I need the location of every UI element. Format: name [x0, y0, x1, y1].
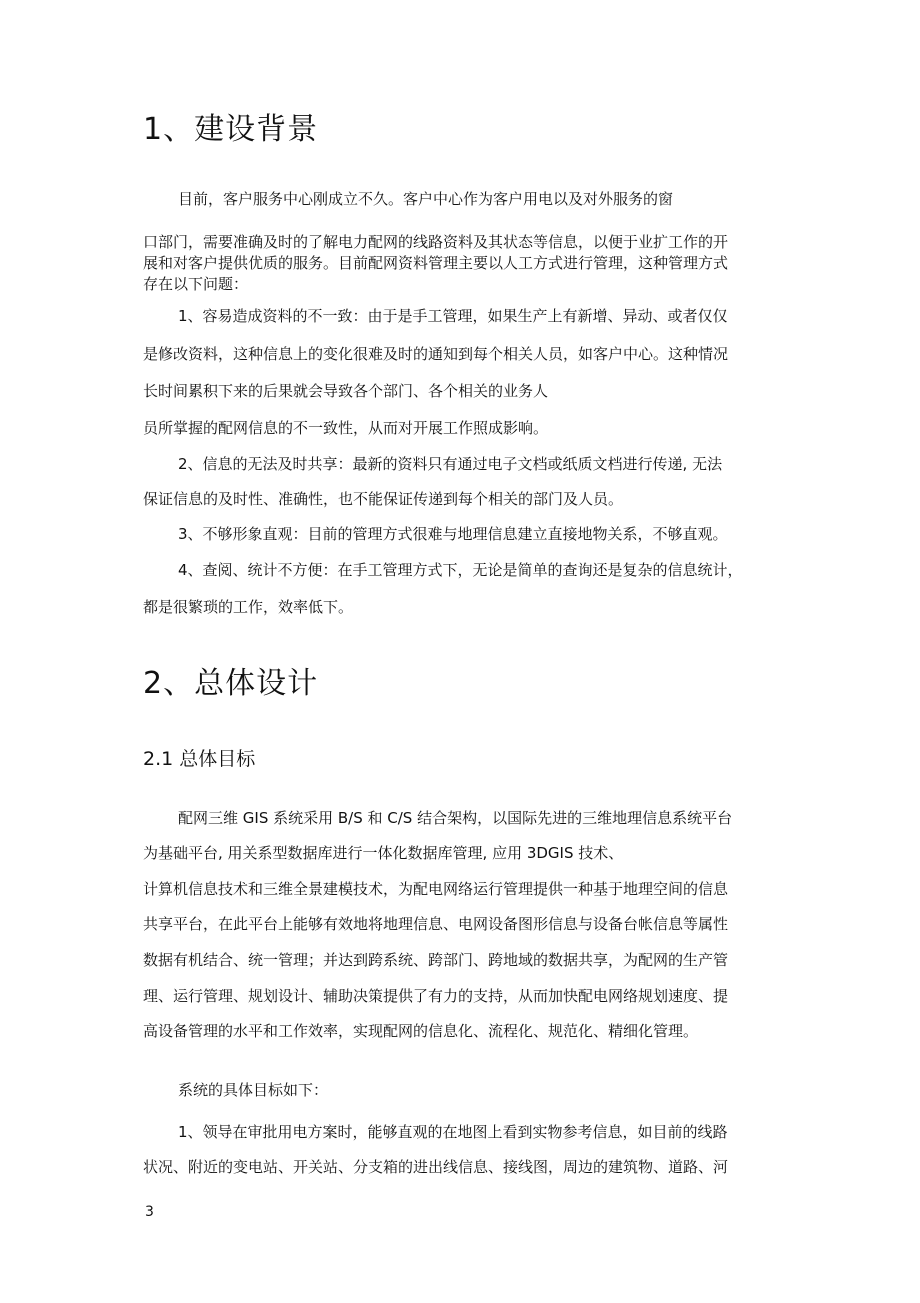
paragraph-line: 长时间累积下来的后果就会导致各个部门、各个相关的业务人	[143, 382, 549, 400]
paragraph-line: 数据有机结合、统一管理；并达到跨系统、跨部门、跨地域的数据共享，为配网的生产管	[143, 951, 729, 969]
section-2-heading: 2、总体设计	[143, 666, 319, 701]
paragraph-line: 为基础平台, 用关系型数据库进行一体化数据库管理, 应用 3DGIS 技术、	[143, 844, 624, 862]
section-1-heading: 1、建设背景	[143, 112, 319, 147]
paragraph-line: 展和对客户提供优质的服务。目前配网资料管理主要以人工方式进行管理，这种管理方式	[143, 254, 729, 272]
paragraph-line: 理、运行管理、规划设计、辅助决策提供了有力的支持，从而加快配电网络规划速度、提	[143, 987, 729, 1005]
paragraph-line: 共享平台，在此平台上能够有效地将地理信息、电网设备图形信息与设备台帐信息等属性	[143, 915, 729, 933]
paragraph-line: 3、不够形象直观：目前的管理方式很难与地理信息建立直接地物关系，不够直观。	[178, 525, 728, 543]
paragraph-line: 系统的具体目标如下：	[178, 1081, 329, 1099]
paragraph-line: 保证信息的及时性、准确性，也不能保证传递到每个相关的部门及人员。	[143, 490, 624, 508]
paragraph-line: 配网三维 GIS 系统采用 B/S 和 C/S 结合架构，以国际先进的三维地理信息系统平台	[178, 809, 733, 827]
paragraph-line: 目前，客户服务中心刚成立不久。客户中心作为客户用电以及对外服务的窗	[178, 190, 674, 208]
paragraph-line: 1、领导在审批用电方案时，能够直观的在地图上看到实物参考信息，如目前的线路	[178, 1123, 728, 1141]
paragraph-line: 员所掌握的配网信息的不一致性，从而对开展工作照成影响。	[143, 419, 549, 437]
subsection-heading: 2.1 总体目标	[143, 748, 256, 770]
paragraph-line: 4、查阅、统计不方便：在手工管理方式下，无论是简单的查询还是复杂的信息统计，	[178, 561, 743, 579]
paragraph-line: 存在以下问题：	[143, 275, 249, 293]
page-number: 3	[145, 1204, 154, 1220]
paragraph-line: 状况、附近的变电站、开关站、分支箱的进出线信息、接线图，周边的建筑物、道路、河	[143, 1158, 729, 1176]
paragraph-line: 口部门，需要准确及时的了解电力配网的线路资料及其状态等信息，以便于业扩工作的开	[143, 233, 729, 251]
paragraph-line: 2、信息的无法及时共享：最新的资料只有通过电子文档或纸质文档进行传递, 无法	[178, 455, 723, 473]
paragraph-line: 1、容易造成资料的不一致：由于是手工管理，如果生产上有新增、异动、或者仅仅	[178, 307, 728, 325]
paragraph-line: 计算机信息技术和三维全景建模技术，为配电网络运行管理提供一种基于地理空间的信息	[143, 880, 729, 898]
paragraph-line: 都是很繁琐的工作，效率低下。	[143, 598, 354, 616]
paragraph-line: 是修改资料，这种信息上的变化很难及时的通知到每个相关人员，如客户中心。这种情况	[143, 345, 729, 363]
paragraph-line: 高设备管理的水平和工作效率，实现配网的信息化、流程化、规范化、精细化管理。	[143, 1022, 699, 1040]
